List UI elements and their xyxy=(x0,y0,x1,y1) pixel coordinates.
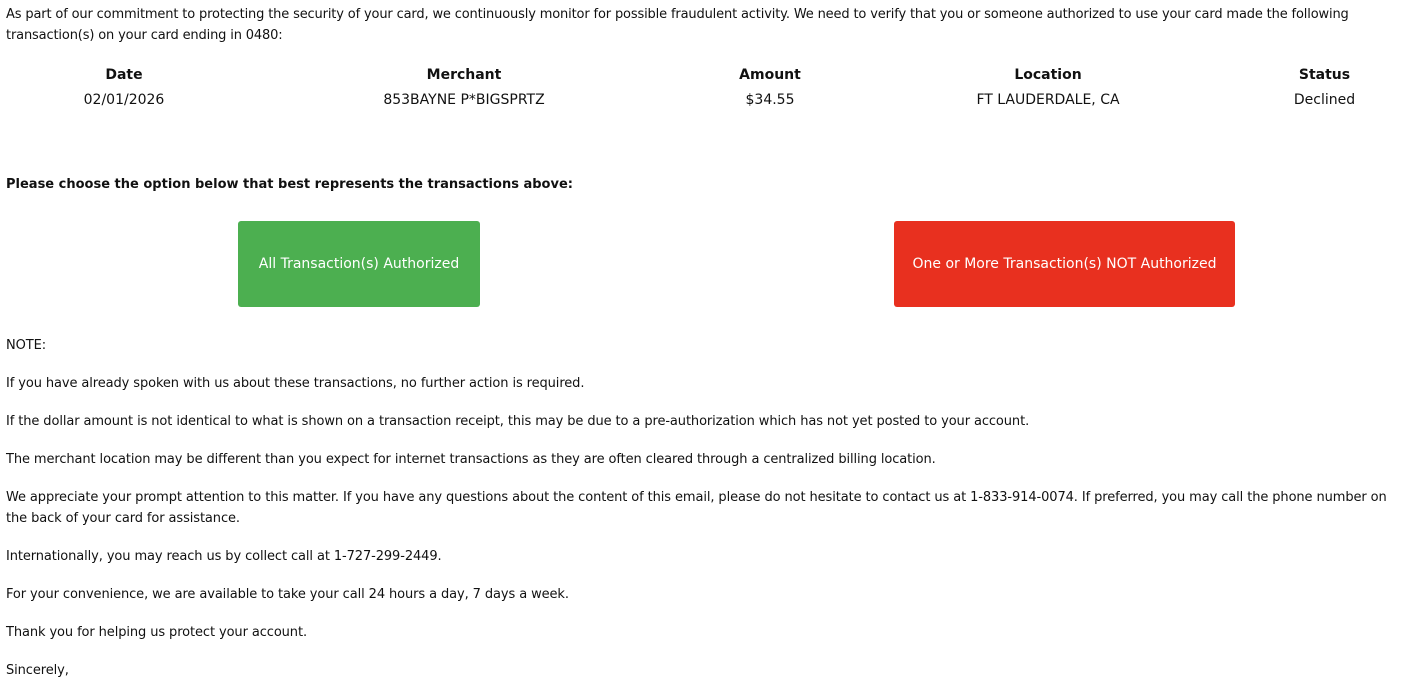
choose-option-prompt: Please choose the option below that best represents the transactions above: xyxy=(6,177,573,192)
all-authorized-button[interactable]: All Transaction(s) Authorized xyxy=(238,221,480,307)
cell-amount: $34.55 xyxy=(745,92,795,108)
cell-status: Declined xyxy=(1293,92,1356,108)
thanks-paragraph: Thank you for helping us protect your account. xyxy=(6,625,307,640)
closing-text: Sincerely, xyxy=(6,663,69,678)
international-paragraph: Internationally, you may reach us by collect call at 1-727-299-2449. xyxy=(6,549,442,564)
not-authorized-button[interactable]: One or More Transaction(s) NOT Authorized xyxy=(894,221,1235,307)
cell-merchant: 853BAYNE P*BIGSPRTZ xyxy=(383,92,545,108)
note-label: NOTE: xyxy=(6,338,46,353)
contact-paragraph: We appreciate your prompt attention to this matter. If you have any questions about the content of this email, please do not hesitate to contact us at 1-833-914-0074. If preferred, you may call the phone number on the back of your card for assistance. xyxy=(6,490,1387,526)
cell-date: 02/01/2026 xyxy=(83,92,165,108)
email-body xyxy=(6,4,1412,46)
header-status: Status xyxy=(1298,67,1351,83)
cell-location: FT LAUDERDALE, CA xyxy=(976,92,1120,108)
header-date: Date xyxy=(105,67,143,83)
header-location: Location xyxy=(1014,67,1082,83)
availability-paragraph: For your convenience, we are available to take your call 24 hours a day, 7 days a week. xyxy=(6,587,569,602)
header-amount: Amount xyxy=(739,67,801,83)
transaction-table xyxy=(0,64,1413,113)
intro-text: As part of our commitment to protecting the security of your card, we continuously monitor for possible fraudulent activity. We need to verify that you or someone authorized to use your card made the following transaction(s) on your card ending in 0480: xyxy=(6,7,1349,43)
table-header-row xyxy=(0,64,1413,87)
note-paragraph: The merchant location may be different than you expect for internet transactions as they are often cleared through a centralized billing location. xyxy=(6,452,936,467)
table-row xyxy=(0,87,1413,113)
header-merchant: Merchant xyxy=(426,67,502,83)
note-paragraph: If you have already spoken with us about these transactions, no further action is required. xyxy=(6,376,585,391)
note-paragraph: If the dollar amount is not identical to what is shown on a transaction receipt, this may be due to a pre-authorization which has not yet posted to your account. xyxy=(6,414,1030,429)
